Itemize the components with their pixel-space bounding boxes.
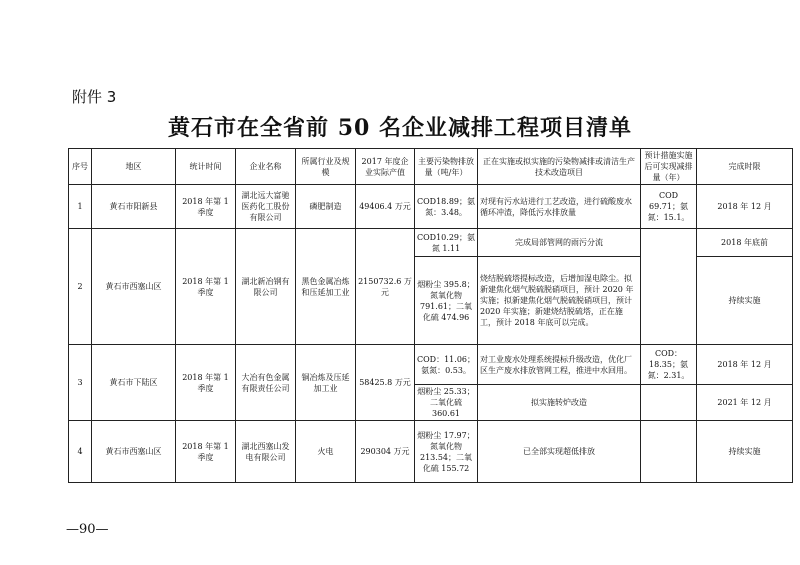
deadline-cell: 2021 年 12 月: [697, 385, 793, 421]
industry-cell: 磷肥制造: [296, 185, 356, 229]
emission-cell: COD18.89；氨氮：3.48。: [415, 185, 478, 229]
project-cell: 已全部实现超低排放: [478, 421, 641, 483]
row-number: 2: [69, 229, 92, 345]
time-cell: 2018 年第 1 季度: [176, 185, 236, 229]
industry-cell: 火电: [296, 421, 356, 483]
header-cell: 完成时限: [697, 149, 793, 185]
region-cell: 黄石市阳新县: [92, 185, 176, 229]
table-row: [69, 185, 793, 229]
row-number: 3: [69, 345, 92, 421]
company-cell: 湖北西塞山发电有限公司: [236, 421, 296, 483]
reduction-cell: [641, 229, 697, 345]
project-cell: 对工业废水处理系统提标升级改造，优化厂区生产废水排放管网工程，推进中水回用。: [478, 345, 641, 385]
value-cell: 49406.4 万元: [356, 185, 415, 229]
table-row: [69, 421, 793, 483]
header-cell: 企业名称: [236, 149, 296, 185]
header-cell: 预计措施实施后可实现减排量（年）: [641, 149, 697, 185]
region-cell: 黄石市西塞山区: [92, 229, 176, 345]
header-cell: 2017 年度企业实际产值: [356, 149, 415, 185]
reduction-cell: [641, 421, 697, 483]
project-cell: 对现有污水站进行工艺改造，进行硫酸废水循环冲渣，降低污水排放量: [478, 185, 641, 229]
emission-cell: COD：11.06；氨氮：0.53。: [415, 345, 478, 385]
region-cell: 黄石市下陆区: [92, 345, 176, 421]
region-cell: 黄石市西塞山区: [92, 421, 176, 483]
time-cell: 2018 年第 1 季度: [176, 345, 236, 421]
industry-cell: 铜冶炼及压延加工业: [296, 345, 356, 421]
header-cell: 所属行业及规模: [296, 149, 356, 185]
attachment-label: 附件 3: [72, 88, 117, 106]
time-cell: 2018 年第 1 季度: [176, 229, 236, 345]
project-cell: 烧结脱硫塔提标改造，后增加湿电除尘。拟新建焦化烟气脱硫脱硝项目，预计 2020 年实施；拟新建焦化烟气脱硫脱硝项目，预计 2020 年实施；新建烧结脱硫塔，正在施工，预计 2018 年底可以完成。: [478, 257, 641, 345]
deadline-cell: 持续实施: [697, 257, 793, 345]
reduction-cell: [641, 385, 697, 421]
header-cell: 主要污染物排放量（吨/年）: [415, 149, 478, 185]
header-cell: 序号: [69, 149, 92, 185]
row-number: 4: [69, 421, 92, 483]
reduction-cell: COD 69.71；氨氮：15.1。: [641, 185, 697, 229]
deadline-cell: 持续实施: [697, 421, 793, 483]
company-cell: 大冶有色金属有限责任公司: [236, 345, 296, 421]
emission-cell: 烟粉尘 17.97；氮氧化物 213.54；二氧化硫 155.72: [415, 421, 478, 483]
deadline-cell: 2018 年 12 月: [697, 345, 793, 385]
value-cell: 2150732.6 万元: [356, 229, 415, 345]
value-cell: 290304 万元: [356, 421, 415, 483]
value-cell: 58425.8 万元: [356, 345, 415, 421]
company-cell: 湖北远大富驰医药化工股份有限公司: [236, 185, 296, 229]
header-cell: 地区: [92, 149, 176, 185]
industry-cell: 黑色金属冶炼和压延加工业: [296, 229, 356, 345]
project-table: [68, 148, 793, 483]
emission-cell: COD10.29；氨氮 1.11: [415, 229, 478, 257]
header-row: [69, 149, 793, 185]
deadline-cell: 2018 年底前: [697, 229, 793, 257]
header-cell: 统计时间: [176, 149, 236, 185]
page-title: 黄石市在全省前 50 名企业减排工程项目清单: [168, 115, 632, 141]
time-cell: 2018 年第 1 季度: [176, 421, 236, 483]
project-cell: 拟实施转炉改造: [478, 385, 641, 421]
reduction-cell: COD：18.35；氨氮：2.31。: [641, 345, 697, 385]
emission-cell: 烟粉尘 395.8；氮氧化物 791.61；二氧化硫 474.96: [415, 257, 478, 345]
emission-cell: 烟粉尘 25.33；二氧化硫 360.61: [415, 385, 478, 421]
company-cell: 湖北新冶钢有限公司: [236, 229, 296, 345]
table-row: [69, 229, 793, 257]
row-number: 1: [69, 185, 92, 229]
page-number: —90—: [66, 522, 109, 537]
table-row: [69, 345, 793, 385]
header-cell: 正在实施或拟实施的污染物减排或清洁生产技术改造项目: [478, 149, 641, 185]
project-cell: 完成局部管网的雨污分流: [478, 229, 641, 257]
deadline-cell: 2018 年 12 月: [697, 185, 793, 229]
